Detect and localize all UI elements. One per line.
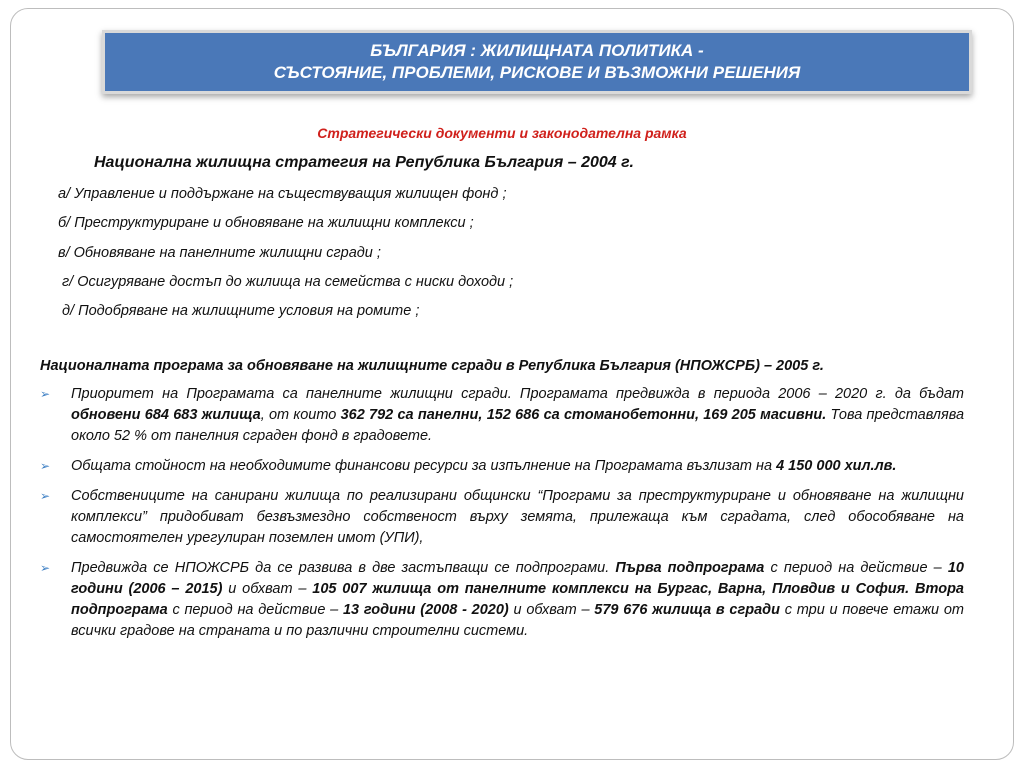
program-bullet-item [40,486,964,549]
bullet-bold-text: 362 792 са панелни, 152 686 са стоманобетонни, 169 205 масивни. [340,407,827,423]
strategy-item: б/ Преструктуриране и обновяване на жилищни комплекси ; [58,215,474,231]
bullet-arrow-icon: ➢ [40,387,51,401]
bullet-text: и обхват – [222,581,313,597]
bullet-text: и обхват – [508,602,595,618]
bullet-text: , от които [260,407,341,423]
strategy-title: Национална жилищна стратегия на Република България – 2004 г. [94,154,634,171]
bullet-text: с период на действие – [764,560,948,576]
program-bullet-item [40,456,964,477]
strategy-item: в/ Обновяване на панелните жилищни сгради ; [58,245,381,261]
bullet-bold-text: 13 години (2008 - 2020) [342,602,509,618]
bullet-arrow-icon: ➢ [40,561,51,575]
bullet-text: Това представлява около 52 % от панелния сграден фонд в градовете. [71,407,965,444]
program-bullet-item [40,558,964,642]
slide-title-banner [102,30,972,94]
program-bullet-item [40,384,964,447]
bullet-bold-text: 4 150 000 хил.лв. [776,458,897,474]
bullet-bold-text: обновени 684 683 жилища [71,407,261,423]
bullet-arrow-icon: ➢ [40,489,51,503]
strategy-item: д/ Подобряване на жилищните условия на ромите ; [62,303,420,319]
strategy-item: а/ Управление и поддържане на съществуващия жилищен фонд ; [58,186,507,202]
bullet-text: с три и повече етажи от всички градове на страната и по различни строителни системи. [71,602,964,639]
strategy-item: г/ Осигуряване достъп до жилища на семейства с ниски доходи ; [62,274,514,290]
bullet-text: Собствениците на санирани жилища по реализирани общински “Програми за преструктуриране и обновяване на жилищни комплекси” придобиват безвъзмездно собственост върху земята, прилежаща към сградата, след обособяване на самостоятелен урегулиран поземлен имот (УПИ), [71,488,964,546]
bullet-arrow-icon: ➢ [40,459,51,473]
slide-title-line-2: СЪСТОЯНИЕ, ПРОБЛЕМИ, РИСКОВЕ И ВЪЗМОЖНИ РЕШЕНИЯ [273,63,801,82]
bullet-text: Предвижда се НПОЖСРБ да се развива в две застъпващи се подпрограми. [71,560,616,576]
bullet-text: Приоритет на Програмата са панелните жилищни сгради. Програмата предвижда в периода 2006 – 2020 г. да бъдат [71,386,964,402]
slide-title-line-1: БЪЛГАРИЯ : ЖИЛИЩНАТА ПОЛИТИКА - [370,41,704,60]
program-title: Националната програма за обновяване на жилищните сгради в Република България (НПОЖСРБ) – 2005 г. [40,358,824,374]
bullet-bold-text: Първа подпрограма [615,560,765,576]
bullet-bold-text: 105 007 жилища от панелните комплекси на Бургас, Варна, Пловдив и София. Втора подпрограма [71,581,964,618]
bullet-bold-text: 579 676 жилища в сгради [594,602,780,618]
section-subtitle: Стратегически документи и законодателна рамка [317,125,687,141]
bullet-text: Общата стойност на необходимите финансови ресурси за изпълнение на Програмата възлизат на [71,458,777,474]
bullet-text: с период на действие – [167,602,343,618]
bullet-bold-text: 10 години (2006 – 2015) [71,560,964,597]
program-bullet-list [40,384,964,651]
